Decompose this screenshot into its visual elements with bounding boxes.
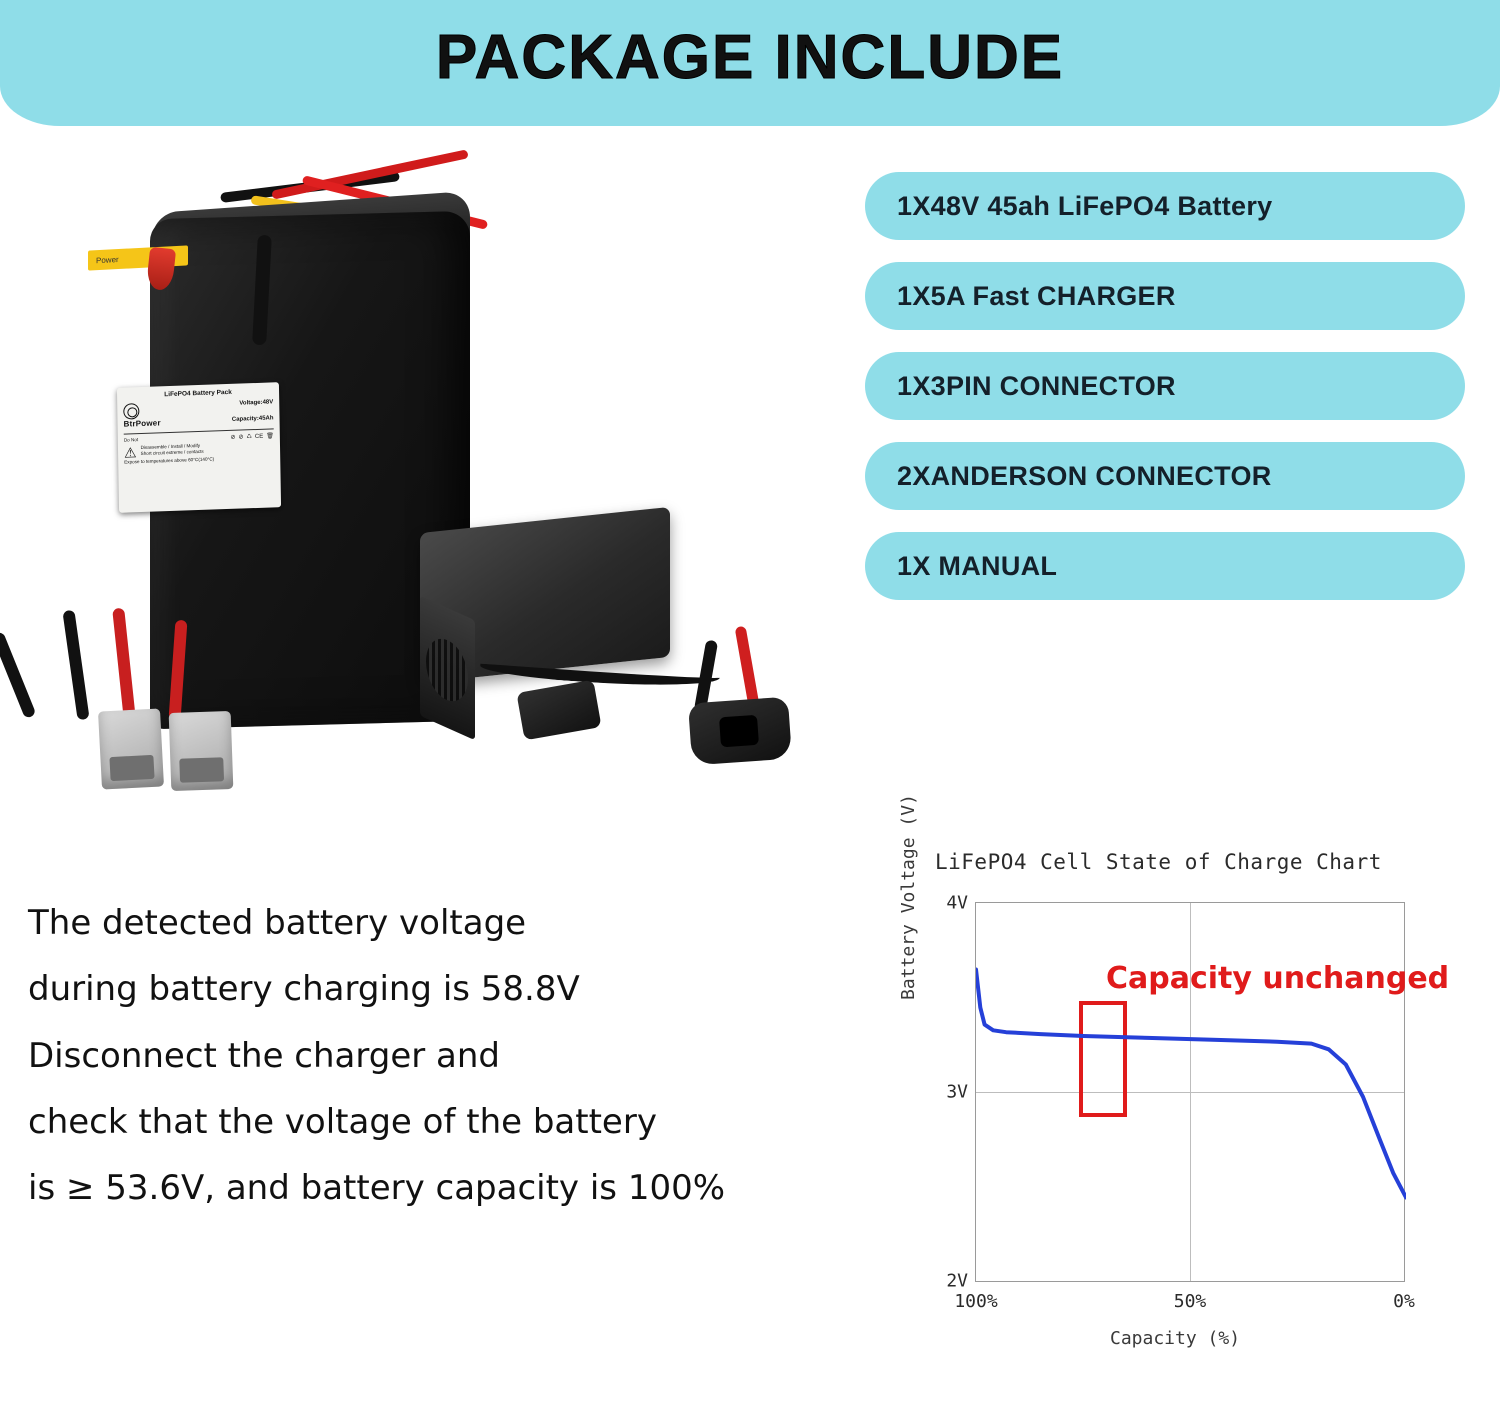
- chart-y-tick: 4V: [946, 892, 968, 914]
- label-title: LiFePO4 Battery Pack: [164, 388, 232, 399]
- notice-line: Disconnect the charger and: [28, 1035, 500, 1076]
- notice-line: check that the voltage of the battery: [28, 1101, 657, 1142]
- anderson-wire-black-1: [0, 631, 36, 719]
- label-voltage: Voltage:48V: [239, 399, 274, 407]
- warning-triangle-icon: ⚠: [123, 443, 137, 461]
- wee-bin-icon: 🗑: [266, 432, 274, 440]
- chart-y-axis-label: Battery Voltage (V): [898, 794, 919, 1000]
- iec-plug: [516, 680, 601, 741]
- notice-line: is ≥ 53.6V, and battery capacity is 100%: [28, 1168, 726, 1209]
- chart-x-tick: 0%: [1393, 1291, 1415, 1312]
- anderson-wire-black-2: [62, 610, 89, 721]
- list-item: 1X3PIN CONNECTOR: [865, 352, 1465, 420]
- label-warn-line-3: Expose to temperatures above 60°C(140°C): [124, 456, 215, 465]
- no-water-icon: ⊘: [238, 434, 244, 441]
- chart-annotation: Capacity unchanged: [1106, 961, 1450, 996]
- chart-title: LiFePO4 Cell State of Charge Chart: [935, 850, 1382, 874]
- recycle-icon: ♺: [246, 433, 252, 440]
- power-tag: Power: [88, 245, 188, 270]
- product-photo: [0, 140, 860, 820]
- label-brand: BtrPower: [123, 418, 161, 429]
- label-capacity: Capacity:45Ah: [231, 415, 274, 423]
- three-pin-connector: [688, 697, 792, 766]
- list-item: 2XANDERSON CONNECTOR: [865, 442, 1465, 510]
- header-banner: [0, 0, 1500, 126]
- package-include-list: [865, 172, 1465, 622]
- battery-spec-label: [117, 382, 281, 513]
- label-warn-line-2: Short circuit extreme / contacts: [140, 448, 204, 456]
- anderson-connector-2: [169, 711, 234, 791]
- brand-logo-icon: [123, 403, 139, 420]
- list-item: 1X48V 45ah LiFePO4 Battery: [865, 172, 1465, 240]
- no-fire-icon: ⊘: [230, 434, 236, 441]
- anderson-connector-1: [98, 708, 164, 789]
- charging-notice: [28, 890, 858, 1221]
- chart-x-tick: 100%: [954, 1291, 998, 1312]
- chart-x-axis-label: Capacity (%): [1110, 1328, 1241, 1349]
- label-warn-line-1: Disassemble / Install / Modify: [140, 442, 201, 450]
- ce-mark-icon: CE: [254, 433, 264, 440]
- chart-y-tick: 2V: [946, 1270, 968, 1292]
- chart-y-tick: 3V: [946, 1081, 968, 1103]
- page-title: PACKAGE INCLUDE: [435, 23, 1065, 92]
- notice-line: during battery charging is 58.8V: [28, 969, 580, 1010]
- chart-series-line: [976, 903, 1406, 1283]
- list-item: 1X MANUAL: [865, 532, 1465, 600]
- list-item: 1X5A Fast CHARGER: [865, 262, 1465, 330]
- chart-x-tick: 50%: [1173, 1291, 1207, 1312]
- anderson-wire-red-1: [112, 608, 136, 721]
- chart-plot-area: [946, 892, 1450, 1312]
- label-donot-title: Do Not: [123, 436, 139, 443]
- soc-chart: [880, 794, 1480, 1390]
- notice-line: The detected battery voltage: [28, 903, 527, 943]
